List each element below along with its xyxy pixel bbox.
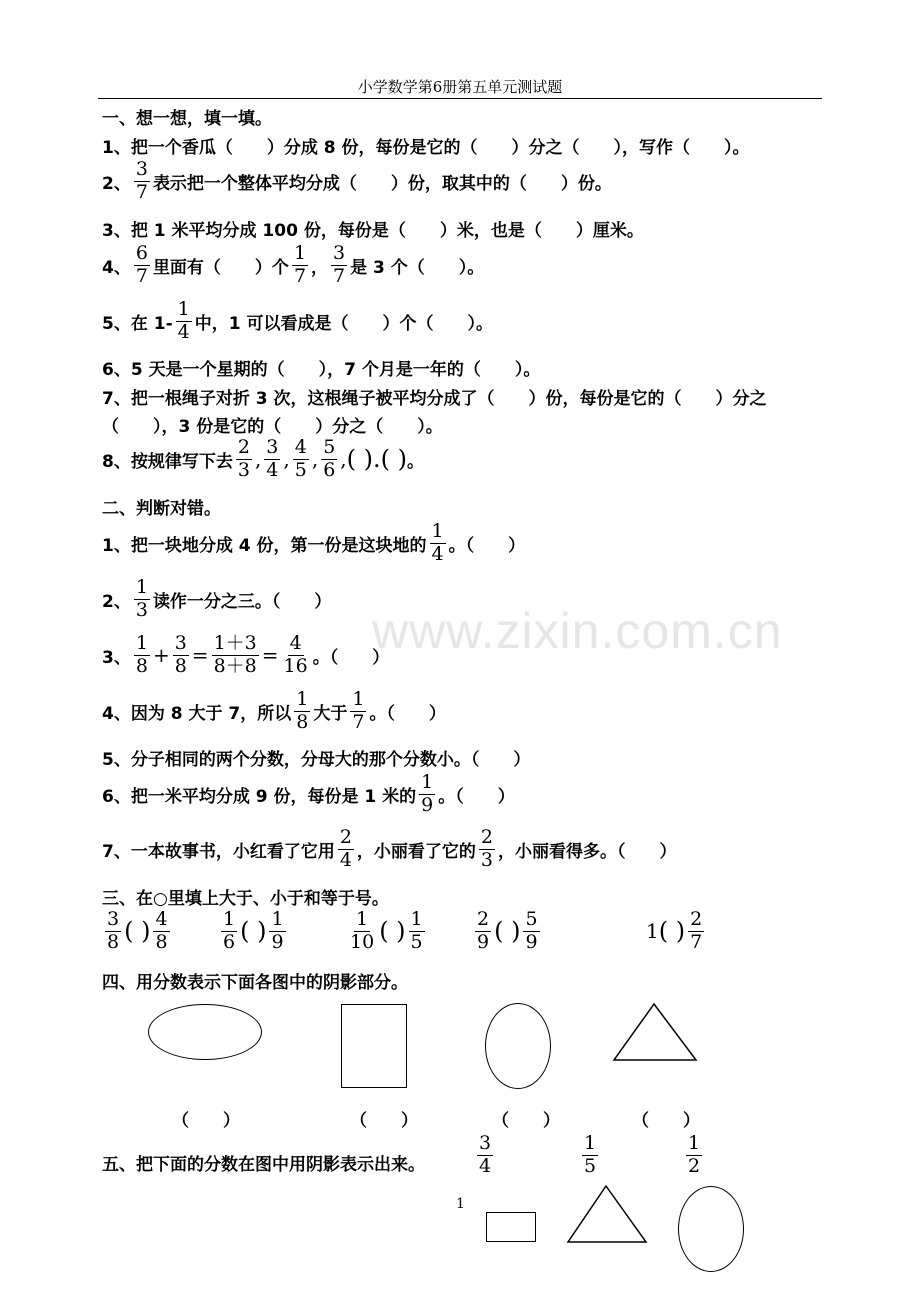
s1-q2: 2、 $\frac{3}{7}$ 表示把一个整体平均分成（ ）份，取其中的（ ）份。 (102, 158, 612, 203)
rectangle-shape (341, 1004, 407, 1088)
s2-q6: 6、把一米平均分成 9 份，每份是 1 米的 $\frac{1}{9}$ 。（ ） (102, 771, 515, 816)
compare-item-1: $\frac{3}{8}$ ( ) $\frac{4}{8}$ (107, 908, 168, 953)
s2-q7: 7、一本故事书，小红看了它用 $\frac{2}{4}$ ，小丽看了它的 $\frac{2}{3}$ ，小丽看得多。（ ） (102, 826, 677, 871)
s1-q5: 5、在 1- $\frac{1}{4}$ 中，1 可以看成是（ ）个（ ）。 (102, 298, 493, 343)
oval-shape (485, 1003, 551, 1089)
page-header: 小学数学第6册第五单元测试题 (357, 78, 563, 96)
s1-q4: 4、 $\frac{6}{7}$ 里面有（ ）个 $\frac{1}{7}$ ， $\frac{3}{7}$ 是 3 个（ ）。 (102, 242, 485, 287)
small-rectangle-shape (486, 1212, 536, 1242)
s2-q1: 1、把一块地分成 4 份，第一份是这块地的 $\frac{1}{4}$ 。（ ） (102, 520, 526, 565)
s2-q5: 5、分子相同的两个分数，分母大的那个分数小。（ ） (102, 750, 531, 770)
triangle-shape (612, 1002, 698, 1062)
watermark: www.zixin.com.cn (372, 603, 783, 659)
section1-title: 一、想一想，填一填。 (102, 109, 272, 129)
section3-title: 三、在○里填上大于、小于和等于号。 (102, 889, 389, 909)
compare-item-4: $\frac{2}{9}$ ( ) $\frac{5}{9}$ (477, 908, 538, 953)
s5-frac-1: $\frac{3}{4}$ (479, 1132, 492, 1177)
page-number: 1 (456, 1196, 465, 1212)
compare-item-3: $\frac{1}{10}$ ( ) $\frac{1}{5}$ (350, 908, 423, 953)
answer-blank-1: （ ） (172, 1111, 240, 1131)
s2-q3: 3、 $\frac{1}{8}$ + $\frac{3}{8}$ = $\frac{1+3}{8+8}$ = $\frac{4}{16}$ 。（ ） (102, 632, 390, 677)
answer-blank-2: （ ） (350, 1111, 418, 1131)
section2-title: 二、判断对错。 (102, 499, 221, 519)
small-triangle-shape (566, 1184, 648, 1244)
fraction: $\frac{3}{7}$ (135, 158, 148, 203)
s5-frac-3: $\frac{1}{2}$ (688, 1132, 701, 1177)
answer-blank-4: （ ） (632, 1111, 700, 1131)
compare-item-5: 1 ( ) $\frac{2}{7}$ (646, 908, 703, 953)
s5-frac-2: $\frac{1}{5}$ (584, 1132, 597, 1177)
s1-q8: 8、按规律写下去 $\frac{2}{3}$ , $\frac{3}{4}$ , $\frac{4}{5}$ , $\frac{5}{6}$ , ( ).( ) 。 (102, 436, 424, 481)
s2-q2: 2、 $\frac{1}{3}$ 读作一分之三。（ ） (102, 576, 332, 621)
header-rule (98, 98, 822, 99)
ellipse-shape (148, 1004, 262, 1060)
s1-q7a: 7、把一根绳子对折 3 次，这根绳子被平均分成了（ ）份，每份是它的（ ）分之 (102, 389, 767, 409)
section5-title: 五、把下面的分数在图中用阴影表示出来。 (102, 1155, 425, 1175)
s1-q3: 3、把 1 米平均分成 100 份，每份是（ ）米，也是（ ）厘米。 (102, 221, 644, 241)
s1-q1: 1、把一个香瓜（ ）分成 8 份，每份是它的（ ）分之（ ），写作（ ）。 (102, 138, 750, 158)
small-oval-shape (678, 1186, 744, 1272)
s1-q7b: （ ），3 份是它的（ ）分之（ ）。 (102, 417, 443, 437)
section4-title: 四、用分数表示下面各图中的阴影部分。 (102, 973, 408, 993)
s1-q6: 6、5 天是一个星期的（ ），7 个月是一年的（ ）。 (102, 360, 541, 380)
s2-q4: 4、因为 8 大于 7，所以 $\frac{1}{8}$ 大于 $\frac{1}{7}$ 。（ ） (102, 688, 446, 733)
answer-blank-3: （ ） (492, 1111, 560, 1131)
compare-item-2: $\frac{1}{6}$ ( ) $\frac{1}{9}$ (223, 908, 284, 953)
